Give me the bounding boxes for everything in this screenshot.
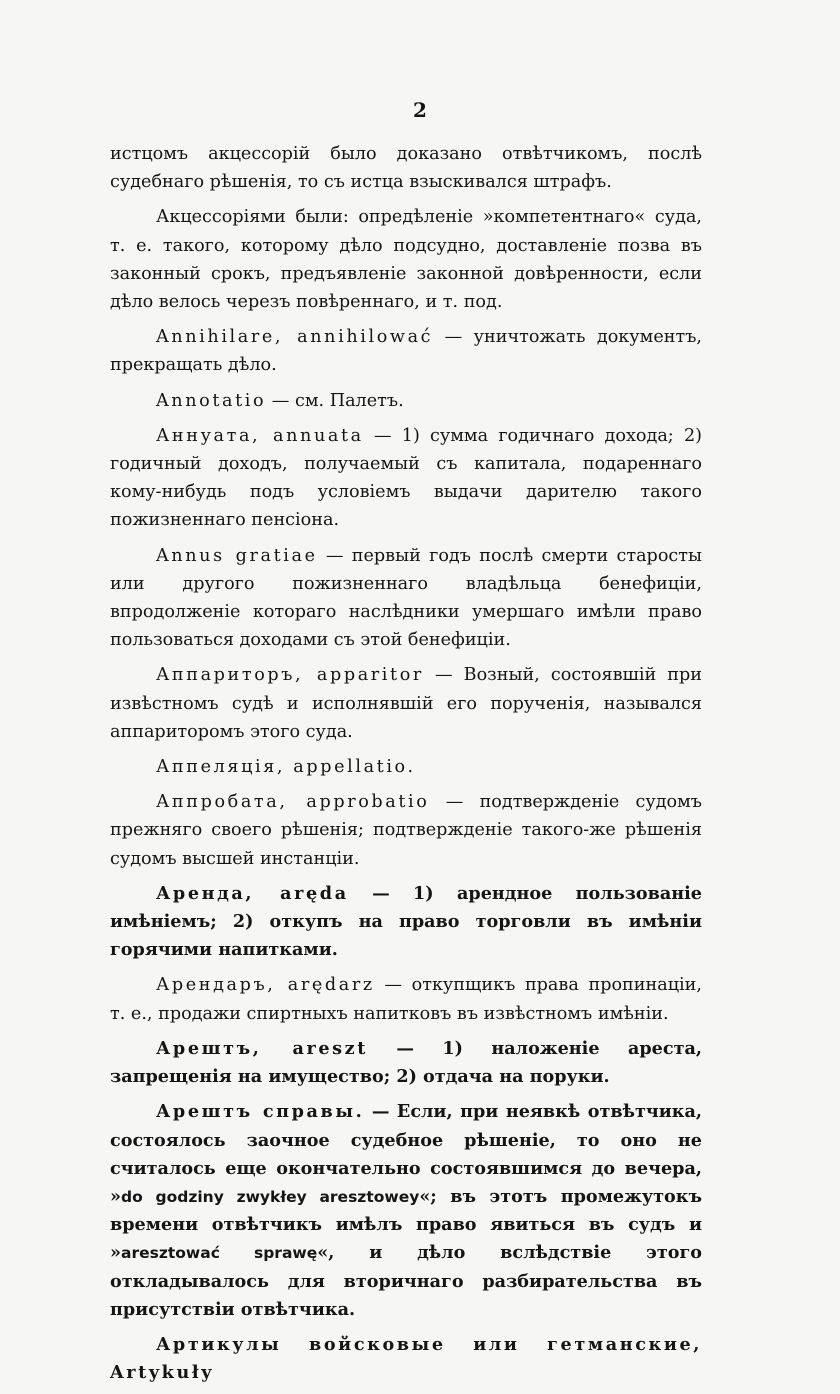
dictionary-entry <box>110 422 702 535</box>
entry-term: Арендаръ, arędarz <box>156 975 375 996</box>
entry-definition: Акцессоріями были: опредѣленіе »компетентнаго« суда, т. е. такого, которому дѣло подсудно, доставленіе позва въ законный срокъ, предъявленіе законной довѣренности, если дѣло велось черезъ повѣреннаго, и т. под. <box>110 207 702 313</box>
entry-definition: истцомъ акцессорій было доказано отвѣтчикомъ, послѣ судебнаго рѣшенія, то съ истца взыскивался штрафъ. <box>110 144 702 193</box>
dictionary-entry <box>110 1098 702 1324</box>
entry-definition: — Возный, состоявшій при извѣстномъ судѣ и исполнявшій его порученія, назывался аппариторомъ этого суда. <box>110 665 703 742</box>
entry-term: Арештъ, areszt <box>156 1037 368 1059</box>
dictionary-entry <box>110 140 702 196</box>
dictionary-entry <box>110 971 702 1027</box>
dictionary-entry <box>110 788 702 873</box>
entry-definition: — см. Палетъ. <box>266 390 404 411</box>
entry-term: Аппариторъ, apparitor <box>156 665 424 686</box>
entry-term: Аппробата, approbatio <box>156 792 430 813</box>
dictionary-entry <box>110 542 702 655</box>
entry-definition: — первый годъ послѣ смерти старосты или другого пожизненнаго владѣльца бенефиціи, впродолженіе котораго наслѣдники умершаго имѣли право пользоваться доходами съ этой бенефиціи. <box>110 545 702 651</box>
entry-definition: — 1) арендное пользованіе имѣніемъ; 2) откупъ на право торговли въ имѣніи горячими напитками. <box>110 882 702 961</box>
entry-definition: — Если, при неявкѣ отвѣтчика, состоялось заочное судебное рѣшеніе, то оно не считалось еще окончательно состоявшимся до вечера, » <box>110 1101 702 1207</box>
dictionary-entry <box>110 661 702 746</box>
dictionary-entry <box>110 387 702 415</box>
entry-definition: — 1) сумма годичнаго дохода; 2) годичный доходъ, получаемый съ капитала, подареннаго кому-нибудь подъ условіемъ выдачи дарителю такого пожизненнаго пенсіона. <box>110 425 702 531</box>
dictionary-entry <box>110 1035 702 1091</box>
dictionary-text <box>110 140 702 1394</box>
entry-definition: «, и дѣло вслѣдствіе этого откладывалось для вторичнаго разбирательства въ присутствіи отвѣтчика. <box>110 1242 702 1320</box>
dictionary-entry <box>110 880 702 965</box>
entry-term: Аренда, arędа <box>156 882 349 904</box>
entry-term: Аннуата, annuata <box>156 425 364 446</box>
entry-definition: — подтвержденіе судомъ прежняго своего рѣшенія; подтвержденіе такого-же рѣшенія судомъ высшей инстанціи. <box>110 792 702 869</box>
entry-definition: — откупщикъ права пропинаціи, т. е., продажи спиртныхъ напитковъ въ извѣстномъ имѣніи. <box>110 975 702 1024</box>
entry-definition: — уничтожать документъ, прекращать дѣло. <box>110 327 702 376</box>
entry-term: Annotatio <box>156 390 267 411</box>
polish-phrase: do godziny zwykłey aresztowey <box>121 1187 420 1206</box>
page-number: 2 <box>413 98 427 122</box>
dictionary-entry <box>110 1331 702 1387</box>
entry-term: Аппеляція, appellatio. <box>156 757 416 778</box>
entry-definition: «; въ этотъ промежутокъ времени отвѣтчикъ имѣлъ право явиться въ судъ и » <box>110 1185 702 1264</box>
dictionary-entry <box>110 203 702 316</box>
dictionary-entry <box>110 323 702 379</box>
entry-term: Артикулы войсковые или гетманские, Artykuły <box>110 1333 702 1384</box>
entry-term: Арештъ справы. <box>156 1101 365 1123</box>
polish-phrase: aresztować sprawę <box>121 1244 318 1263</box>
entry-definition: — 1) наложеніе ареста, запрещенія на имущество; 2) отдача на поруки. <box>110 1037 702 1088</box>
dictionary-entry <box>110 753 702 781</box>
entry-term: Annihilare, annihilować <box>156 327 434 348</box>
entry-term: Annus gratiae <box>156 545 318 566</box>
